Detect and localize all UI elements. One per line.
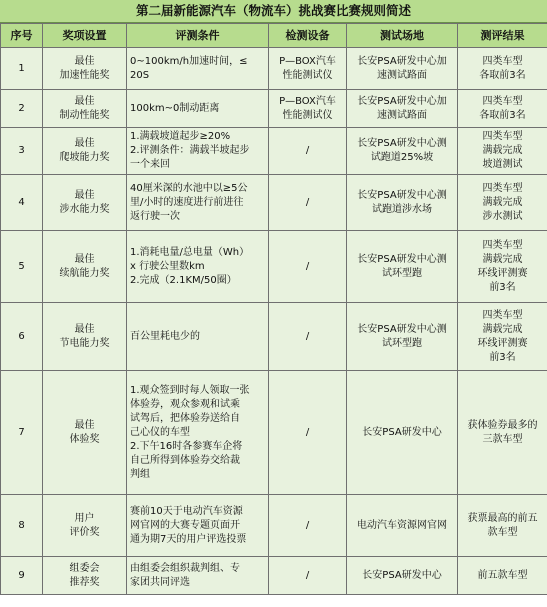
device-cell xyxy=(269,303,347,371)
venue-cell-line: 长安PSA研发中心测 xyxy=(357,138,447,149)
award-cell-line: 评价奖 xyxy=(69,526,100,538)
result-cell-line: 涉水测试 xyxy=(482,210,523,222)
device-cell-line: 性能测试仪 xyxy=(282,69,333,81)
condition-cell-line: 2.下午16时各参赛车企将 xyxy=(130,440,243,452)
header-cell: 测试场地 xyxy=(347,24,458,48)
venue-cell xyxy=(347,128,458,175)
condition-cell-line: 1.满载坡道起步≥20% xyxy=(130,131,231,142)
condition-cell-line: 判组 xyxy=(130,468,150,480)
result-cell xyxy=(458,371,547,495)
condition-cell-line: 1.观众签到时每人领取一张 xyxy=(130,384,250,396)
venue-cell-line: 电动汽车资源网官网 xyxy=(357,519,447,531)
result-cell-line: 前3名 xyxy=(489,281,516,293)
device-cell xyxy=(269,175,347,231)
award-cell-line: 续航能力奖 xyxy=(59,267,110,279)
device-cell xyxy=(269,371,347,495)
device-cell xyxy=(269,128,347,175)
device-cell-line: / xyxy=(305,145,310,156)
result-cell-line: 四类车型 xyxy=(482,239,523,251)
condition-cell-line: x 行驶公里数km xyxy=(130,260,205,272)
venue-cell-line: 长安PSA研发中心 xyxy=(362,426,442,438)
condition-cell-line: 2.完成（2.1KM/50圈） xyxy=(130,274,237,286)
result-cell-line: 各取前3名 xyxy=(479,69,526,81)
condition-cell-line: 由组委会组织裁判组、专 xyxy=(130,562,240,574)
award-cell xyxy=(43,48,127,90)
award-cell-line: 节电能力奖 xyxy=(59,337,110,349)
award-cell-line: 用户 xyxy=(74,512,95,524)
header-row xyxy=(1,24,547,48)
device-cell xyxy=(269,90,347,128)
header-cell: 序号 xyxy=(1,24,43,48)
result-cell-line: 满载完成 xyxy=(482,253,523,265)
award-cell xyxy=(43,371,127,495)
row-number: 3 xyxy=(1,128,43,175)
award-cell-line: 最佳 xyxy=(74,189,95,201)
result-cell-line: 三款车型 xyxy=(482,433,523,445)
device-cell-line: / xyxy=(305,519,310,531)
table-row xyxy=(1,48,547,90)
condition-cell-line: 0~100km/h加速时间，≤ xyxy=(130,55,248,67)
award-cell-line: 最佳 xyxy=(74,95,95,107)
condition-cell-line: 网官网的大赛专题页面开 xyxy=(130,519,240,531)
result-cell-line: 获票最高的前五 xyxy=(467,512,538,524)
result-cell-line: 满载完成 xyxy=(482,323,523,335)
device-cell-line: P—BOX汽车 xyxy=(279,55,336,67)
result-cell-line: 满载完成 xyxy=(482,145,523,156)
venue-cell-line: 速测试路面 xyxy=(377,69,427,81)
result-cell xyxy=(458,175,547,231)
condition-cell-line: 1.消耗电量/总电量（Wh） xyxy=(130,246,250,258)
venue-cell-line: 长安PSA研发中心加 xyxy=(357,55,447,67)
condition-cell xyxy=(127,303,269,371)
award-cell-line: 爬坡能力奖 xyxy=(59,152,110,163)
condition-cell-line: 2.评测条件：满载半坡起步 xyxy=(130,145,250,156)
condition-cell-line: 试驾后，把体验券送给自 xyxy=(130,412,240,424)
row-number: 4 xyxy=(1,175,43,231)
result-cell xyxy=(458,557,547,595)
award-cell xyxy=(43,303,127,371)
result-cell xyxy=(458,495,547,557)
award-cell-line: 推荐奖 xyxy=(69,576,100,588)
table-row xyxy=(1,495,547,557)
award-cell-line: 最佳 xyxy=(74,138,95,149)
award-cell-line: 最佳 xyxy=(74,323,95,335)
venue-cell-line: 试环型跑 xyxy=(382,267,422,279)
row-number: 7 xyxy=(1,371,43,495)
venue-cell xyxy=(347,175,458,231)
venue-cell-line: 长安PSA研发中心测 xyxy=(357,253,447,265)
condition-cell-line: 里/小时的速度进行前进往 xyxy=(130,196,244,208)
condition-cell-line: 百公里耗电少的 xyxy=(130,330,200,342)
condition-cell-line: 体验券，观众参观和试乘 xyxy=(130,398,240,410)
condition-cell xyxy=(127,48,269,90)
condition-cell xyxy=(127,371,269,495)
device-cell-line: / xyxy=(305,426,310,438)
award-cell xyxy=(43,90,127,128)
venue-cell-line: 试跑道涉水场 xyxy=(372,203,432,215)
result-cell-line: 坡道测试 xyxy=(482,159,523,170)
condition-cell-line: 家团共同评选 xyxy=(130,576,190,588)
row-number: 9 xyxy=(1,557,43,595)
header-cell: 测评结果 xyxy=(458,24,547,48)
award-cell-line: 最佳 xyxy=(74,55,95,67)
header-cell: 评测条件 xyxy=(127,24,269,48)
condition-cell xyxy=(127,557,269,595)
award-cell xyxy=(43,557,127,595)
device-cell xyxy=(269,557,347,595)
venue-cell-line: 速测试路面 xyxy=(377,109,427,121)
result-cell xyxy=(458,128,547,175)
table-row xyxy=(1,128,547,175)
venue-cell xyxy=(347,303,458,371)
venue-cell-line: 长安PSA研发中心测 xyxy=(357,323,447,335)
result-cell-line: 四类车型 xyxy=(482,131,523,142)
table-row xyxy=(1,557,547,595)
device-cell-line: / xyxy=(305,260,310,272)
result-cell xyxy=(458,48,547,90)
award-cell-line: 加速性能奖 xyxy=(59,69,110,81)
device-cell-line: / xyxy=(305,196,310,208)
award-cell-line: 制动性能奖 xyxy=(59,109,110,121)
award-cell xyxy=(43,231,127,303)
result-cell-line: 前3名 xyxy=(489,351,516,363)
condition-cell-line: 20S xyxy=(130,69,150,81)
result-cell-line: 环线评测赛 xyxy=(477,337,528,349)
venue-cell xyxy=(347,231,458,303)
result-cell xyxy=(458,303,547,371)
table-row xyxy=(1,90,547,128)
award-cell-line: 最佳 xyxy=(74,419,95,431)
device-cell xyxy=(269,48,347,90)
condition-cell-line: 返行驶一次 xyxy=(130,210,180,222)
device-cell-line: / xyxy=(305,569,310,581)
device-cell-line: / xyxy=(305,330,310,342)
award-cell xyxy=(43,495,127,557)
condition-cell xyxy=(127,90,269,128)
venue-cell-line: 长安PSA研发中心加 xyxy=(357,95,447,107)
table-row xyxy=(1,175,547,231)
venue-cell-line: 长安PSA研发中心 xyxy=(362,569,442,581)
condition-cell-line: 40厘米深的水池中以≥5公 xyxy=(130,182,248,194)
row-number: 2 xyxy=(1,90,43,128)
venue-cell xyxy=(347,557,458,595)
result-cell-line: 四类车型 xyxy=(482,182,523,194)
device-cell-line: 性能测试仪 xyxy=(282,109,333,121)
device-cell xyxy=(269,231,347,303)
venue-cell-line: 长安PSA研发中心测 xyxy=(357,189,447,201)
result-cell-line: 款车型 xyxy=(487,526,518,538)
result-cell-line: 获体验券最多的 xyxy=(467,419,538,431)
row-number: 6 xyxy=(1,303,43,371)
table-row xyxy=(1,231,547,303)
venue-cell-line: 试跑道25%坡 xyxy=(370,152,434,163)
venue-cell-line: 试环型跑 xyxy=(382,337,422,349)
rules-table xyxy=(0,23,547,595)
condition-cell-line: 通为期7天的用户评选投票 xyxy=(130,533,247,545)
result-cell xyxy=(458,90,547,128)
device-cell xyxy=(269,495,347,557)
award-cell-line: 体验奖 xyxy=(69,433,100,445)
row-number: 8 xyxy=(1,495,43,557)
device-cell-line: P—BOX汽车 xyxy=(279,95,336,107)
award-cell-line: 涉水能力奖 xyxy=(59,203,110,215)
condition-cell xyxy=(127,175,269,231)
table-row xyxy=(1,303,547,371)
award-cell-line: 最佳 xyxy=(74,253,95,265)
condition-cell xyxy=(127,128,269,175)
header-cell: 检测设备 xyxy=(269,24,347,48)
result-cell-line: 四类车型 xyxy=(482,309,523,321)
result-cell-line: 四类车型 xyxy=(482,55,523,67)
table-row xyxy=(1,371,547,495)
award-cell xyxy=(43,175,127,231)
condition-cell-line: 赛前10天于电动汽车资源 xyxy=(130,505,243,517)
result-cell-line: 四类车型 xyxy=(482,95,523,107)
condition-cell-line: 自己所得到体验券交给裁 xyxy=(130,454,240,466)
venue-cell xyxy=(347,495,458,557)
condition-cell xyxy=(127,495,269,557)
result-cell-line: 满载完成 xyxy=(482,196,523,208)
page-title: 第二届新能源汽车（物流车）挑战赛比赛规则简述 xyxy=(0,0,547,23)
venue-cell xyxy=(347,48,458,90)
award-cell xyxy=(43,128,127,175)
condition-cell xyxy=(127,231,269,303)
venue-cell xyxy=(347,371,458,495)
condition-cell-line: 己心仪的车型 xyxy=(130,426,190,438)
venue-cell xyxy=(347,90,458,128)
result-cell-line: 前五款车型 xyxy=(477,569,528,581)
result-cell xyxy=(458,231,547,303)
condition-cell-line: 100km~0制动距离 xyxy=(130,102,220,114)
header-cell: 奖项设置 xyxy=(43,24,127,48)
condition-cell-line: 一个来回 xyxy=(130,159,170,170)
row-number: 5 xyxy=(1,231,43,303)
row-number: 1 xyxy=(1,48,43,90)
result-cell-line: 各取前3名 xyxy=(479,109,526,121)
result-cell-line: 环线评测赛 xyxy=(477,267,528,279)
award-cell-line: 组委会 xyxy=(69,562,100,574)
